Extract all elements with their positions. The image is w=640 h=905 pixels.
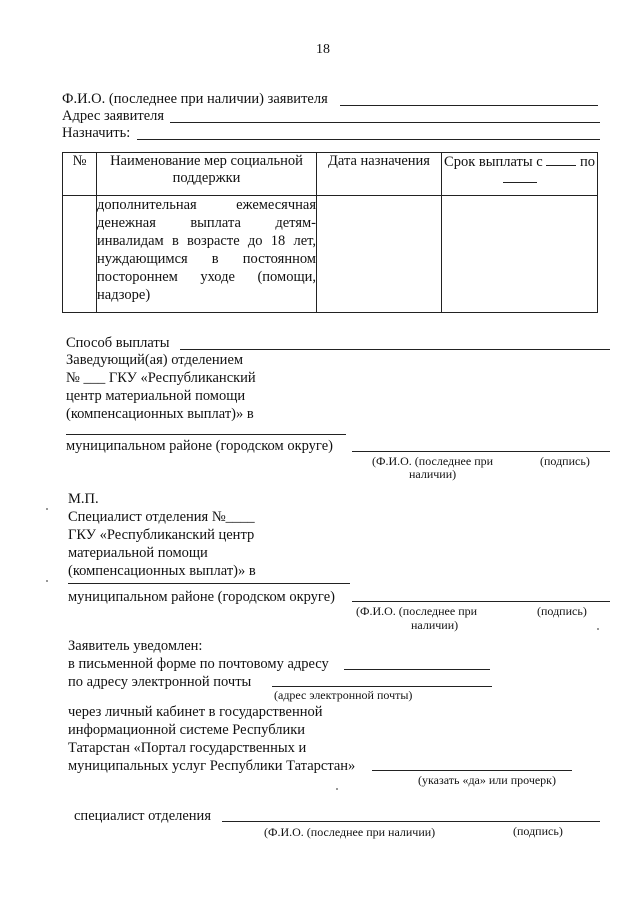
scan-speck [46, 580, 48, 582]
row-num [63, 196, 97, 313]
notified-title: Заявитель уведомлен: [68, 638, 203, 654]
portal-line-4: муниципальных услуг Республики Татарстан» [68, 758, 356, 774]
email-caption: (адрес электронной почты) [274, 688, 413, 702]
applicant-address-label: Адрес заявителя [62, 108, 165, 124]
specialist-fio-caption-2: наличии) [411, 618, 459, 632]
assign-label: Назначить: [62, 125, 131, 141]
specialist-fio-sign-field[interactable] [352, 601, 610, 602]
header-num: № [63, 153, 97, 196]
notify-postal-field[interactable] [344, 669, 490, 670]
specialist-line-2: ГКУ «Республиканский центр [68, 527, 255, 543]
applicant-fio-field[interactable] [340, 105, 598, 106]
table-row [63, 196, 598, 313]
notify-email-field[interactable] [272, 686, 492, 687]
head-line-2: № ___ ГКУ «Республиканский [66, 370, 256, 386]
footer-fio-caption: (Ф.И.О. (последнее при наличии) [264, 825, 436, 839]
portal-line-2: информационной системе Республики [68, 722, 306, 738]
specialist-line-1: Специалист отделения №____ [68, 509, 255, 525]
header-term [442, 153, 598, 196]
portal-caption: (указать «да» или прочерк) [418, 773, 557, 787]
term-to-field[interactable] [503, 172, 537, 183]
header-term-from: Срок выплаты с [444, 154, 543, 170]
head-fio-sign-field[interactable] [352, 451, 610, 452]
stamp-mark: М.П. [68, 491, 99, 507]
portal-answer-field[interactable] [372, 770, 572, 771]
assign-field[interactable] [137, 139, 600, 140]
head-line-3: центр материальной помощи [66, 388, 246, 404]
applicant-address-field[interactable] [170, 122, 600, 123]
payment-method-label: Способ выплаты [66, 335, 170, 351]
term-from-field[interactable] [546, 153, 576, 166]
specialist-department-field[interactable] [68, 583, 350, 584]
head-municipal-label: муниципальном районе (городском округе) [66, 438, 333, 454]
notify-postal-label: в письменной форме по почтовому адресу [68, 656, 329, 672]
notify-email-label: по адресу электронной почты [68, 674, 252, 690]
row-measure-name: дополнительная ежемесячная денежная выплата детям-инвалидам в возрасте до 18 лет, нуждающимся в постоянном постороннем уходе (помощи, надзоре) [97, 196, 317, 313]
payment-method-field[interactable] [180, 349, 610, 350]
scan-speck [46, 508, 48, 510]
head-department-field[interactable] [66, 434, 346, 435]
head-fio-caption-1: (Ф.И.О. (последнее при [372, 454, 494, 468]
footer-specialist-label: специалист отделения [74, 808, 211, 824]
applicant-fio-label: Ф.И.О. (последнее при наличии) заявителя [62, 91, 328, 107]
portal-line-1: через личный кабинет в государственной [68, 704, 323, 720]
header-name: Наименование мер социальной поддержки [97, 153, 317, 196]
footer-fio-sign-field[interactable] [222, 821, 600, 822]
head-fio-caption-2: наличии) [409, 467, 457, 481]
row-date[interactable] [317, 196, 442, 313]
specialist-line-3: материальной помощи [68, 545, 208, 561]
row-term[interactable] [442, 196, 598, 313]
head-line-4: (компенсационных выплат)» в [66, 406, 254, 422]
social-support-table [62, 152, 598, 313]
header-term-to: по [579, 154, 595, 170]
specialist-municipal-label: муниципальном районе (городском округе) [68, 589, 335, 605]
scan-speck [597, 628, 599, 630]
head-line-1: Заведующий(ая) отделением [66, 352, 244, 368]
specialist-line-4: (компенсационных выплат)» в [68, 563, 256, 579]
specialist-sign-caption: (подпись) [537, 604, 587, 618]
page-number: 18 [316, 42, 330, 57]
footer-sign-caption: (подпись) [513, 824, 563, 838]
specialist-fio-caption-1: (Ф.И.О. (последнее при [356, 604, 478, 618]
table-header-row [63, 153, 598, 196]
scan-speck [336, 788, 338, 790]
header-date: Дата назначения [317, 153, 442, 196]
portal-line-3: Татарстан «Портал государственных и [68, 740, 307, 756]
head-sign-caption: (подпись) [540, 454, 590, 468]
